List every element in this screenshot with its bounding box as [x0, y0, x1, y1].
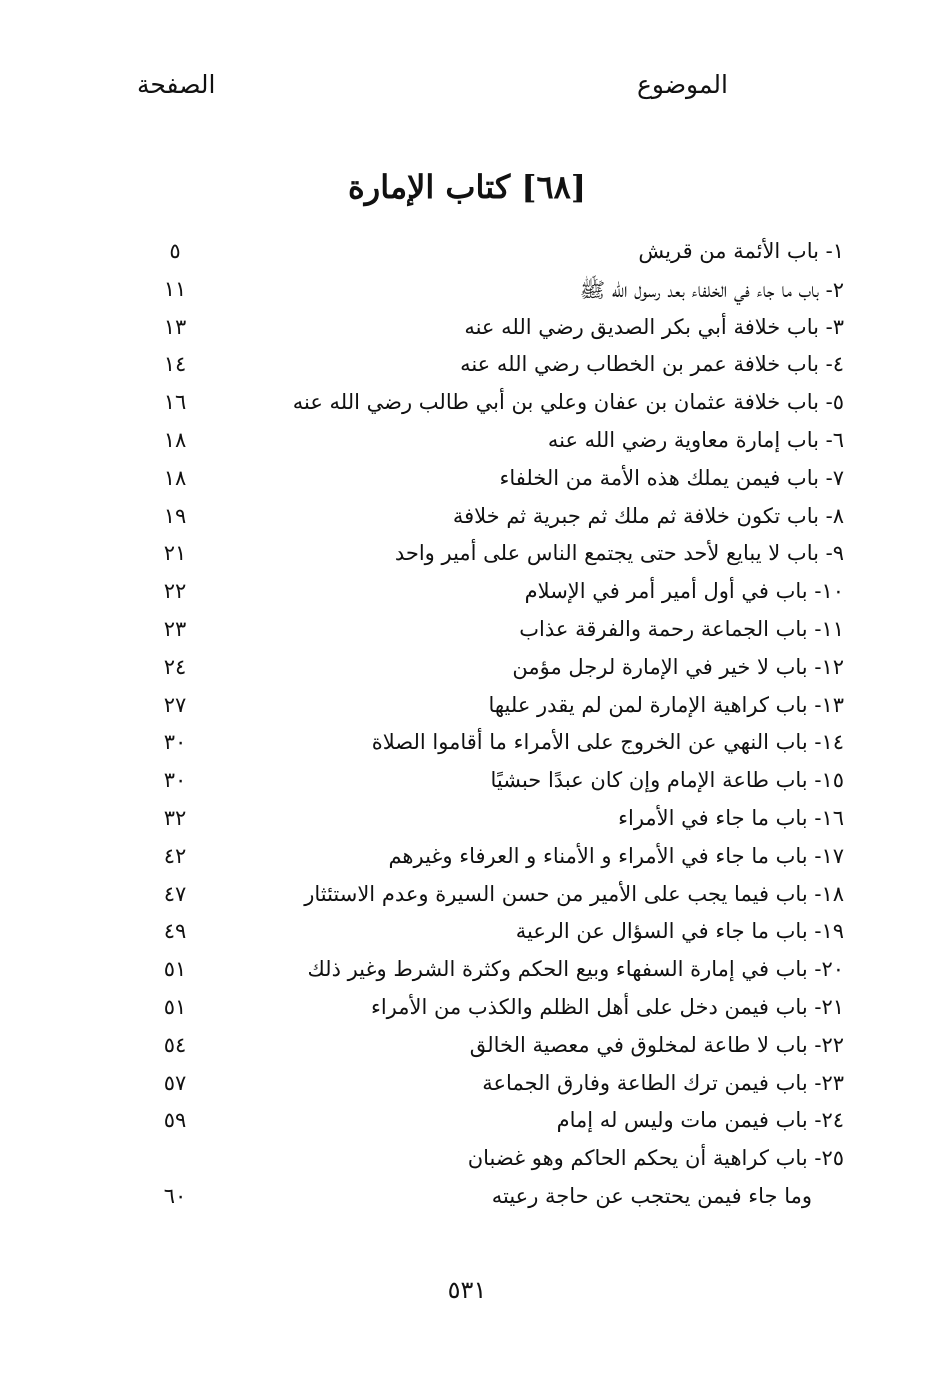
toc-entry-title: ٩- باب لا يبايع لأحد حتى يجتمع الناس على أمير واحد — [394, 541, 844, 566]
toc-entry-title: ١٩- باب ما جاء في السؤال عن الرعية — [515, 919, 844, 944]
toc-entry — [0, 1142, 934, 1180]
toc-entry-title: ١١- باب الجماعة رحمة والفرقة عذاب — [519, 616, 844, 641]
toc-entry-title: ١٧- باب ما جاء في الأمراء و الأمناء و العرفاء وغيرهم — [388, 843, 844, 868]
toc-entry-page: ١٤ — [163, 352, 187, 377]
toc-entry-title: ١٢- باب لا خير في الإمارة لرجل مؤمن — [512, 654, 844, 679]
toc-entry-page: ٢٣ — [163, 616, 187, 641]
toc-entry — [0, 764, 934, 802]
toc-entry-page: ٥٧ — [163, 1070, 187, 1095]
toc-entry-page: ٤٢ — [163, 843, 187, 868]
toc-entry-title: ١٣- باب كراهية الإمارة لمن لم يقدر عليها — [488, 692, 844, 717]
toc-entry — [0, 1029, 934, 1067]
toc-entry-title: ١٨- باب فيما يجب على الأمير من حسن السيرة وعدم الاستئثار — [304, 881, 844, 906]
chapter-title: [٦٨] كتاب الإمارة — [348, 168, 586, 206]
toc-entry-page: ٣٠ — [163, 768, 187, 793]
toc-entry-page: ١٣ — [163, 314, 187, 339]
toc-entry-page: ٥١ — [163, 994, 187, 1019]
toc-entry-page: ٥ — [169, 239, 181, 263]
toc-entry — [0, 386, 934, 424]
toc-entry — [0, 915, 934, 953]
toc-entry-page: ١٨ — [163, 427, 187, 452]
toc-entry-title: ٣- باب خلافة أبي بكر الصديق رضي الله عنه — [464, 314, 844, 339]
toc-entry-page: ٣٠ — [163, 730, 187, 755]
toc-entry-page: ٢٤ — [163, 654, 187, 679]
toc-entry-title: ٢٤- باب فيمن مات وليس له إمام — [556, 1108, 844, 1133]
toc-entry-title: ٢٢- باب لا طاعة لمخلوق في معصية الخالق — [469, 1032, 844, 1057]
toc-entry — [0, 500, 934, 538]
toc-entry-page: ٥١ — [163, 957, 187, 982]
toc-entry-page: ٢١ — [163, 541, 187, 566]
toc-entry-continuation — [0, 1180, 934, 1218]
toc-entry — [0, 840, 934, 878]
toc-entry — [0, 802, 934, 840]
toc-entry — [0, 537, 934, 575]
toc-entry-title: ٥- باب خلافة عثمان بن عفان وعلي بن أبي طالب رضي الله عنه — [292, 390, 844, 415]
toc-entry — [0, 1104, 934, 1142]
page-column-header: الصفحة — [137, 70, 216, 99]
toc-entry — [0, 348, 934, 386]
toc-entry — [0, 613, 934, 651]
toc-entry — [0, 424, 934, 462]
toc-entry-page: ١١ — [163, 276, 187, 301]
toc-entry-title: ٨- باب تكون خلافة ثم ملك ثم جبرية ثم خلافة — [452, 503, 844, 528]
toc-entry — [0, 651, 934, 689]
toc-entry-page: ١٩ — [163, 503, 187, 528]
toc-entry-page: ٤٩ — [163, 919, 187, 944]
toc-entry-page: ٣٢ — [163, 805, 187, 830]
toc-entry-title: ٢١- باب فيمن دخل على أهل الظلم والكذب من الأمراء — [370, 994, 844, 1019]
page-number: ٥٣١ — [447, 1276, 487, 1304]
toc-entry — [0, 991, 934, 1029]
toc-entry — [0, 462, 934, 500]
toc-entry-page: ٢٢ — [163, 579, 187, 604]
toc-entry — [0, 311, 934, 349]
toc-entry-page: ١٦ — [163, 390, 187, 415]
toc-entry-page: ٥٤ — [163, 1032, 187, 1057]
toc-entry-title: ٢٥- باب كراهية أن يحكم الحاكم وهو غضبان — [467, 1146, 844, 1171]
toc-entry-title: ١- باب الأئمة من قريش — [638, 239, 844, 263]
subject-column-header: الموضوع — [637, 70, 728, 99]
toc-entry-page: ٢٧ — [163, 692, 187, 717]
toc-entry — [0, 689, 934, 727]
toc-entry-page: ١٨ — [163, 465, 187, 490]
toc-entry-title: ٦- باب إمارة معاوية رضي الله عنه — [547, 427, 844, 452]
toc-entry-title: ١٥- باب طاعة الإمام وإن كان عبدًا حبشيًا — [490, 768, 844, 793]
toc-entry-title: ٧- باب فيمن يملك هذه الأمة من الخلفاء — [499, 465, 844, 490]
toc-entry — [0, 575, 934, 613]
toc-entry-title: ١٦- باب ما جاء في الأمراء — [618, 805, 844, 830]
toc-entry-page: ٥٩ — [163, 1108, 187, 1133]
toc-entry-title: ٢٠- باب في إمارة السفهاء وبيع الحكم وكثرة الشرط وغير ذلك — [307, 957, 844, 982]
toc-entry — [0, 726, 934, 764]
toc-entry-title: وما جاء فيمن يحتجب عن حاجة رعيته — [491, 1183, 812, 1208]
toc-entry — [0, 235, 934, 273]
toc-entry — [0, 1067, 934, 1105]
toc-entry-title: ٢٣- باب فيمن ترك الطاعة وفارق الجماعة — [482, 1070, 844, 1095]
toc-entry — [0, 878, 934, 916]
toc-entry — [0, 953, 934, 991]
toc-entry-page: ٤٧ — [163, 881, 187, 906]
toc-entry-page: ٦٠ — [163, 1183, 187, 1208]
toc-entry-title: ٢- باب ما جاء في الخلفاء بعد رسول الله ﷺ — [579, 277, 844, 302]
toc-entry — [0, 273, 934, 311]
table-of-contents — [0, 235, 934, 1218]
toc-entry-title: ٤- باب خلافة عمر بن الخطاب رضي الله عنه — [460, 352, 844, 377]
toc-entry-title: ١٤- باب النهي عن الخروج على الأمراء ما أقاموا الصلاة — [371, 730, 844, 755]
toc-entry-title: ١٠- باب في أول أمير أمر في الإسلام — [524, 579, 844, 604]
